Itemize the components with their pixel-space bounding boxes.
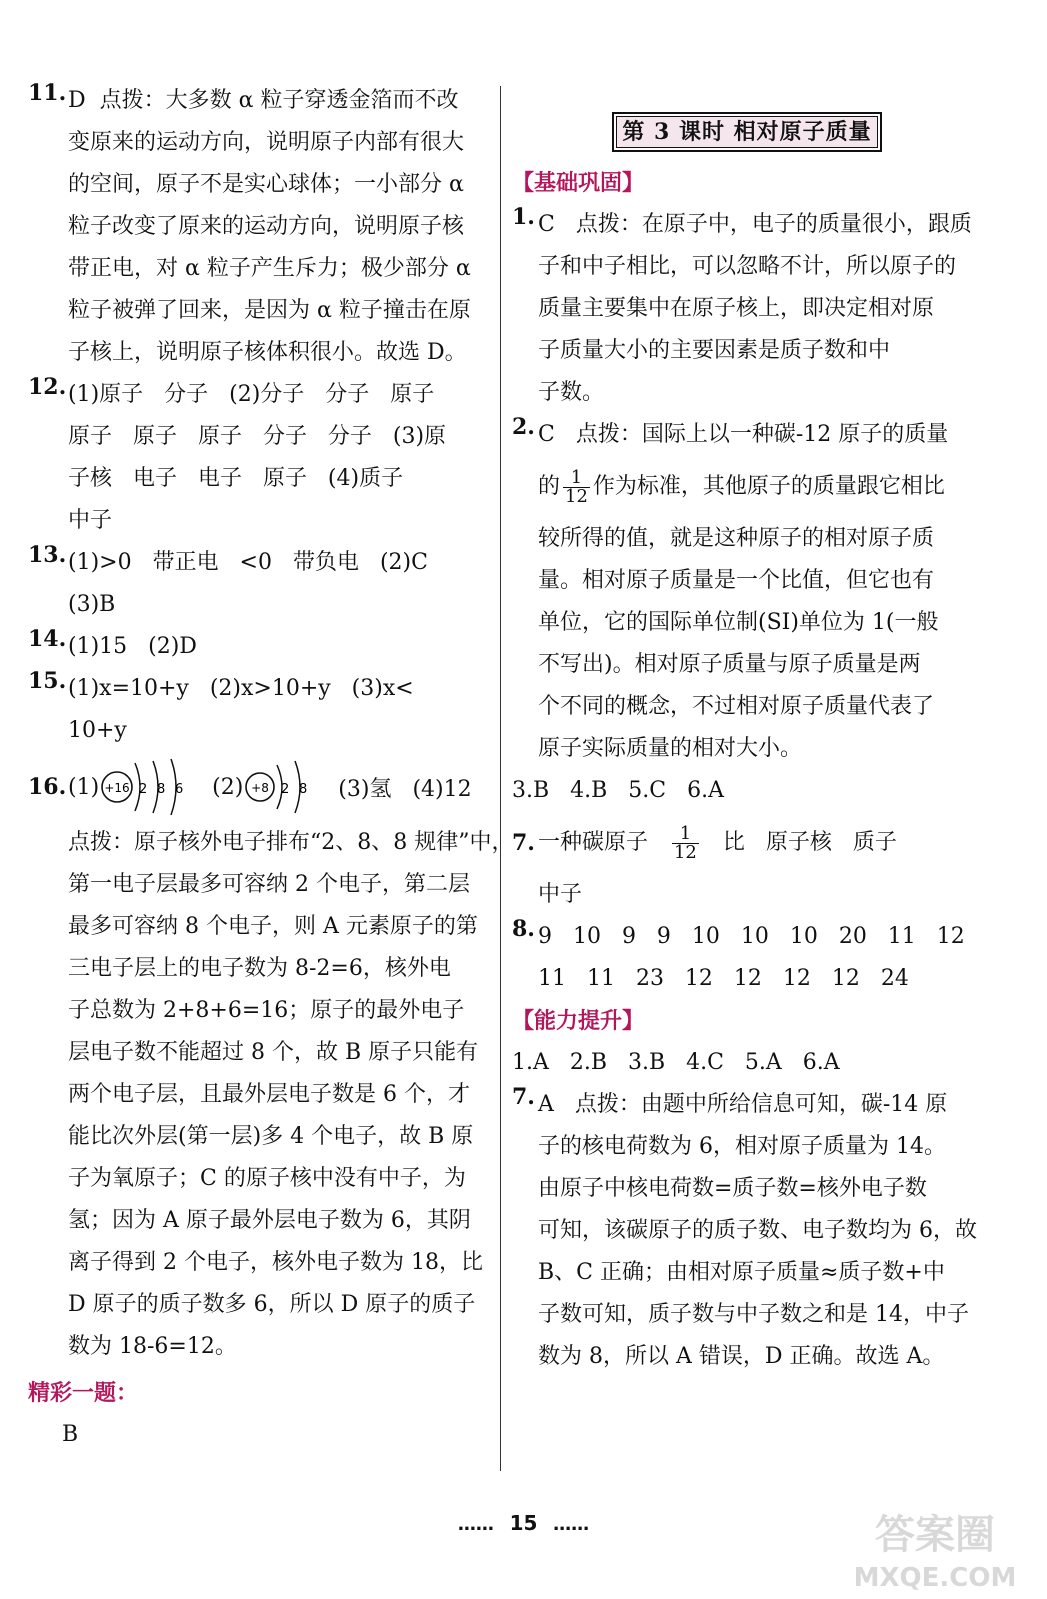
answer-line: (1)>0 带正电 <0 带负电 (2)C xyxy=(68,550,428,575)
answer-14 xyxy=(28,626,490,668)
answer-line: 较所得的值，就是这种原子的相对原子质 xyxy=(538,526,935,551)
answer-line: 层电子数不能超过 8 个，故 B 原子只能有 xyxy=(68,1040,479,1065)
fraction-denominator: 12 xyxy=(673,841,697,863)
answer-line: 三电子层上的电子数为 8-2=6，核外电 xyxy=(68,956,451,981)
question-number: 1. xyxy=(512,204,535,230)
answer-line: (3)B xyxy=(68,592,116,617)
answer-line: 原子 原子 原子 分子 分子 (3)原 xyxy=(68,424,447,449)
answer-line: 中子 xyxy=(538,882,583,907)
page-number: 15 xyxy=(509,1511,538,1535)
answer-line: C 点拨：在原子中，电子的质量很小，跟质 xyxy=(538,212,972,237)
answer-line: D 点拨：大多数 α 粒子穿透金箔而不改 xyxy=(68,88,459,113)
watermark-logo xyxy=(830,1500,1040,1595)
footer-dots: …… xyxy=(457,1514,494,1535)
answer-line: 子核 电子 电子 原子 (4)质子 xyxy=(68,466,404,491)
answer-line: (1)15 (2)D xyxy=(68,634,197,659)
answer-line: 氢；因为 A 原子最外层电子数为 6，其阴 xyxy=(68,1208,471,1233)
nucleus-charge: +16 xyxy=(104,781,130,795)
answer-line: 子数。 xyxy=(538,380,605,405)
shell-electrons: 6 xyxy=(175,782,184,797)
answer-line: 能比次外层(第一层)多 4 个电子，故 B 原 xyxy=(68,1124,474,1149)
watermark-text: 答案圈 xyxy=(875,1512,995,1558)
question-number: 13. xyxy=(28,542,67,568)
fraction-numerator: 1 xyxy=(672,825,699,844)
answer-line: 11 11 23 12 12 12 12 24 xyxy=(538,966,909,991)
answer-line: 质量主要集中在原子核上，即决定相对原 xyxy=(538,296,935,321)
answer-line: B、C 正确；由相对原子质量≈质子数+中 xyxy=(538,1260,945,1285)
basic-answer-8 xyxy=(512,916,982,1000)
answer-line: 单位，它的国际单位制(SI)单位为 1(一般 xyxy=(538,610,939,635)
answer-line: 第一电子层最多可容纳 2 个电子，第二层 xyxy=(68,872,470,897)
answer-line: 由原子中核电荷数=质子数=核外电子数 xyxy=(538,1176,927,1201)
lesson-title-box xyxy=(612,112,882,152)
text: 的 xyxy=(538,474,561,499)
left-column xyxy=(28,80,514,1456)
nucleus-charge: +8 xyxy=(251,781,270,795)
answer-line: 子总数为 2+8+6=16；原子的最外电子 xyxy=(68,998,465,1023)
answer-line: 子为氧原子；C 的原子核中没有中子，为 xyxy=(68,1166,466,1191)
text: 比 原子核 质子 xyxy=(701,830,897,855)
advanced-answers-1-to-6: 1.A 2.B 3.B 4.C 5.A 6.A xyxy=(512,1050,840,1075)
shell-electrons: 2 xyxy=(139,782,148,797)
basic-answer-1 xyxy=(512,204,982,414)
answer-line: (1)原子 分子 (2)分子 分子 原子 xyxy=(68,382,435,407)
sulfur-atom-diagram xyxy=(99,755,191,819)
right-column xyxy=(512,112,982,1378)
question-number: 2. xyxy=(512,414,535,440)
answer-line: 两个电子层，且最外层电子数是 6 个，才 xyxy=(68,1082,470,1107)
shell-electrons: 8 xyxy=(299,782,308,797)
answer-line: 中子 xyxy=(68,508,113,533)
shell-electrons: 8 xyxy=(157,782,166,797)
answer-line: 粒子改变了原来的运动方向，说明原子核 xyxy=(68,214,465,239)
answer-line: 不写出)。相对原子质量与原子质量是两 xyxy=(538,652,921,677)
answer-13 xyxy=(28,542,490,626)
question-number: 16. xyxy=(28,774,67,800)
answer-line: 最多可容纳 8 个电子，则 A 元素原子的第 xyxy=(68,914,478,939)
section-heading-basic: 【基础巩固】 xyxy=(512,170,645,196)
answer-line: 带正电，对 α 粒子产生斥力；极少部分 α xyxy=(68,256,471,281)
answers-3-to-6: 3.B 4.B 5.C 6.A xyxy=(512,778,724,803)
question-number: 7. xyxy=(512,830,535,856)
atom-structure-row xyxy=(68,752,513,822)
answer-line: 子数可知，质子数与中子数之和是 14，中子 xyxy=(538,1302,969,1327)
answer-line: C 点拨：国际上以一种碳-12 原子的质量 xyxy=(538,422,949,447)
shell-electrons: 2 xyxy=(281,782,290,797)
basic-answer-2 xyxy=(512,414,982,770)
answer-tail: (3)氢 (4)12 xyxy=(317,776,472,802)
answer-line: 点拨：原子核外电子排布“2、8、8 规律”中， xyxy=(68,830,514,855)
answer-line: D 原子的质子数多 6，所以 D 原子的质子 xyxy=(68,1292,476,1317)
answer-line: 子核上，说明原子核体积很小。故选 D。 xyxy=(68,340,467,365)
advanced-answer-7 xyxy=(512,1084,982,1378)
answer-line: 数为 8，所以 A 错误，D 正确。故选 A。 xyxy=(538,1344,945,1369)
answer-line: 的空间，原子不是实心球体；一小部分 α xyxy=(68,172,464,197)
part-label: (2) xyxy=(191,774,244,800)
section-heading-advanced: 【能力提升】 xyxy=(512,1008,645,1034)
text: 一种碳原子 xyxy=(538,830,669,855)
answer-line: 量。相对原子质量是一个比值，但它也有 xyxy=(538,568,935,593)
basic-answer-7 xyxy=(512,812,982,916)
answer-line: 子和中子相比，可以忽略不计，所以原子的 xyxy=(538,254,957,279)
watermark-url: MXQE.COM xyxy=(853,1563,1017,1593)
answer-line: 个不同的概念，不过相对原子质量代表了 xyxy=(538,694,935,719)
answer-line-with-fraction xyxy=(538,456,982,518)
answer-line: 子质量大小的主要因素是质子数和中 xyxy=(538,338,891,363)
answer-line: 变原来的运动方向，说明原子内部有很大 xyxy=(68,130,465,155)
question-number: 14. xyxy=(28,626,67,652)
question-number: 7. xyxy=(512,1084,535,1110)
question-number: 15. xyxy=(28,668,67,694)
question-number: 12. xyxy=(28,374,67,400)
question-number: 11. xyxy=(28,80,67,106)
oxygen-atom-diagram xyxy=(243,755,317,819)
answer-line: 子的核电荷数为 6，相对原子质量为 14。 xyxy=(538,1134,946,1159)
question-number: 8. xyxy=(512,916,535,942)
answer-line: 原子实际质量的相对大小。 xyxy=(538,736,803,761)
answer-15 xyxy=(28,668,490,752)
jingcai-answer: B xyxy=(62,1422,79,1447)
fraction-one-twelfth xyxy=(672,822,699,863)
answer-line: 可知，该碳原子的质子数、电子数均为 6，故 xyxy=(538,1218,977,1243)
fraction-numerator: 1 xyxy=(563,469,590,488)
footer-dots: …… xyxy=(553,1514,590,1535)
part-label: (1) xyxy=(68,774,100,800)
answer-16 xyxy=(28,752,514,1368)
answer-12 xyxy=(28,374,490,542)
answer-line: 9 10 9 9 10 10 10 20 11 12 xyxy=(538,924,965,949)
answer-line: 数为 18-6=12。 xyxy=(68,1334,237,1359)
answer-line: 10+y xyxy=(68,718,127,743)
answer-line: 粒子被弹了回来，是因为 α 粒子撞击在原 xyxy=(68,298,471,323)
answer-line: 离子得到 2 个电子，核外电子数为 18，比 xyxy=(68,1250,483,1275)
answer-line-with-fraction xyxy=(538,812,982,874)
jingcai-heading: 精彩一题： xyxy=(28,1380,139,1406)
answer-line: (1)x=10+y (2)x>10+y (3)x< xyxy=(68,676,414,701)
answer-line: A 点拨：由题中所给信息可知，碳-14 原 xyxy=(538,1092,948,1117)
answer-11 xyxy=(28,80,490,374)
fraction-denominator: 12 xyxy=(565,485,588,507)
text: 作为标准，其他原子的质量跟它相比 xyxy=(592,474,945,499)
lesson-title: 第 3 课时 相对原子质量 xyxy=(616,116,878,148)
fraction-one-twelfth xyxy=(563,466,590,507)
